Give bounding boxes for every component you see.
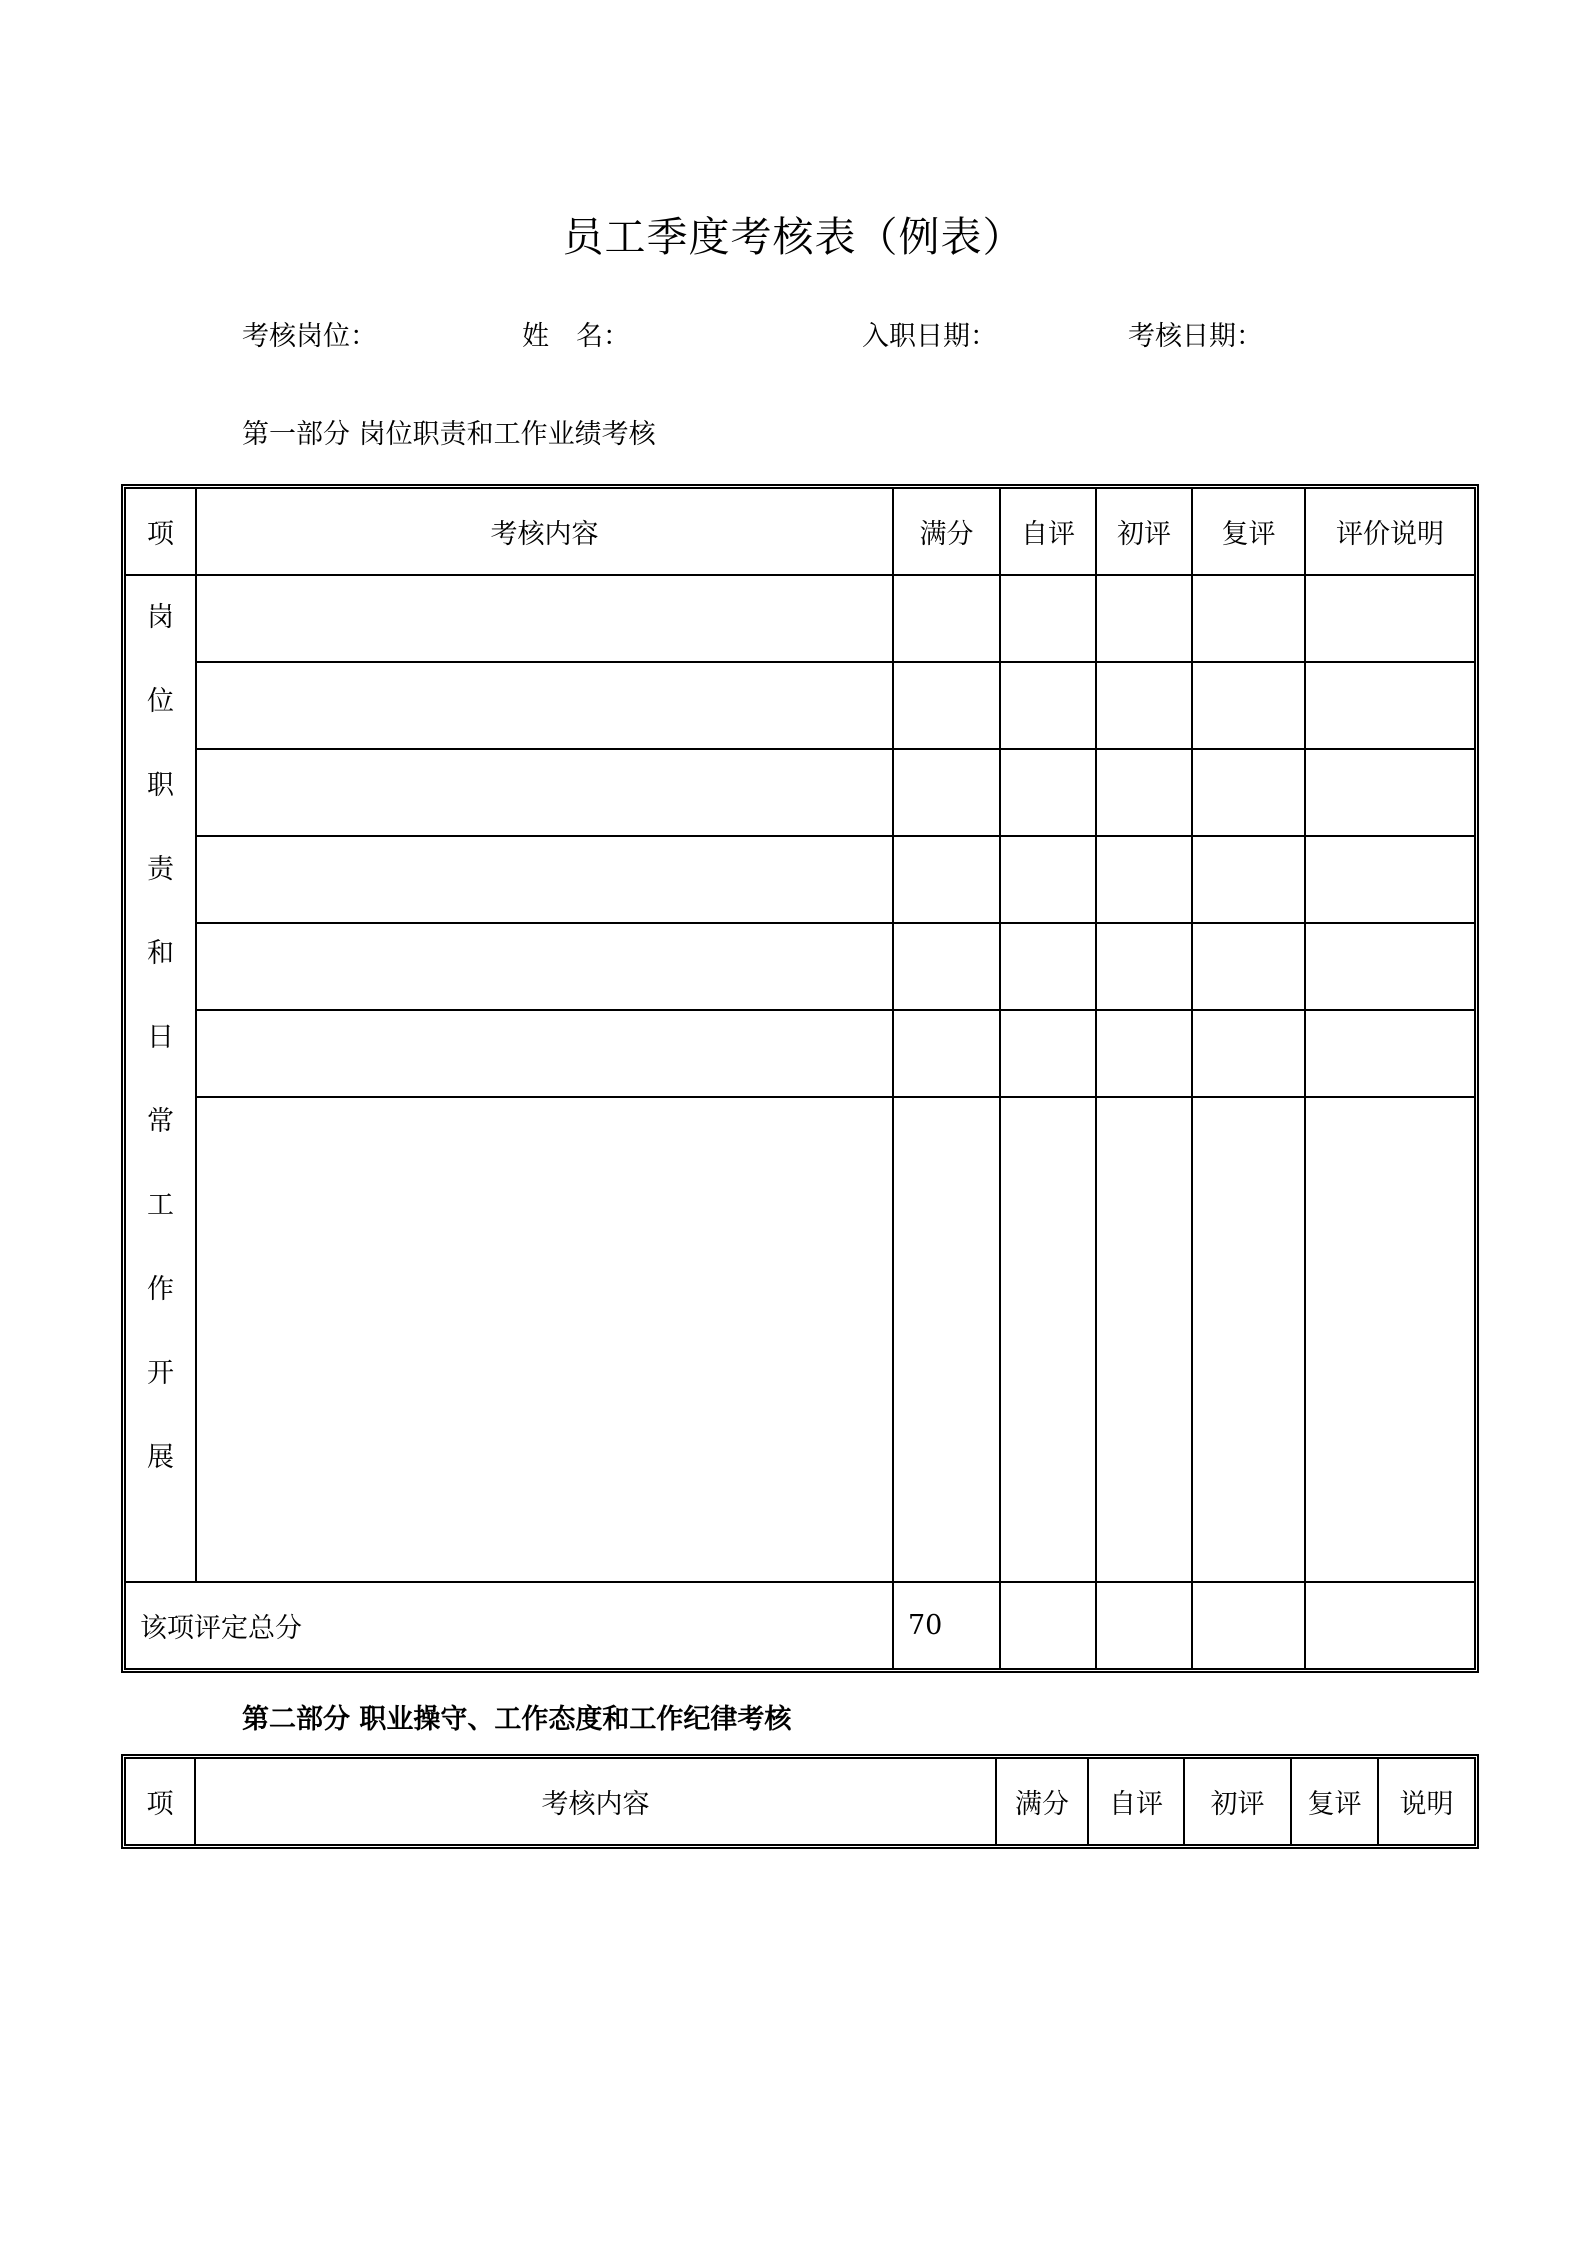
- remark-cell[interactable]: [1305, 749, 1475, 836]
- remark-cell[interactable]: [1305, 1097, 1475, 1582]
- first-review-cell[interactable]: [1096, 749, 1192, 836]
- table-row: [125, 1097, 1475, 1582]
- side-label-char: 展: [147, 1442, 174, 1473]
- second-review-cell[interactable]: [1192, 1010, 1305, 1097]
- total-score: 70: [893, 1582, 1000, 1669]
- table-row: [125, 575, 1475, 662]
- part1-total-row: [125, 1582, 1475, 1669]
- full-score-cell[interactable]: [893, 836, 1000, 923]
- header-self-review: 自评: [1088, 1758, 1184, 1845]
- remark-cell[interactable]: [1305, 575, 1475, 662]
- side-label-char: 日: [147, 1022, 174, 1053]
- field-review-date-label: 考核日期：: [1128, 321, 1263, 352]
- header-first-review: 初评: [1184, 1758, 1291, 1845]
- part2-header-row: [125, 1758, 1475, 1845]
- part2-heading: 第二部分 职业操守、工作态度和工作纪律考核: [242, 1704, 792, 1735]
- full-score-cell[interactable]: [893, 662, 1000, 749]
- header-full-score: 满分: [893, 488, 1000, 575]
- header-item: 项: [125, 1758, 195, 1845]
- part2-table: [124, 1757, 1476, 1846]
- side-label-char: 岗: [147, 602, 174, 633]
- self-review-cell[interactable]: [1000, 1097, 1096, 1582]
- first-review-cell[interactable]: [1096, 1097, 1192, 1582]
- remark-cell[interactable]: [1305, 923, 1475, 1010]
- field-position-label: 考核岗位：: [242, 321, 377, 352]
- part1-table: [124, 487, 1476, 1670]
- table-row: [125, 1010, 1475, 1097]
- side-label-char: 责: [147, 854, 174, 885]
- table-row: [125, 662, 1475, 749]
- header-first-review: 初评: [1096, 488, 1192, 575]
- full-score-cell[interactable]: [893, 575, 1000, 662]
- first-review-cell[interactable]: [1096, 923, 1192, 1010]
- header-second-review: 复评: [1192, 488, 1305, 575]
- self-review-cell[interactable]: [1000, 923, 1096, 1010]
- second-review-cell[interactable]: [1192, 836, 1305, 923]
- content-cell[interactable]: [196, 836, 893, 923]
- side-label-char: 开: [147, 1358, 174, 1389]
- content-cell[interactable]: [196, 923, 893, 1010]
- self-review-cell[interactable]: [1000, 836, 1096, 923]
- first-review-cell[interactable]: [1096, 662, 1192, 749]
- content-cell[interactable]: [196, 662, 893, 749]
- side-label-char: 工: [147, 1190, 174, 1221]
- header-content: 考核内容: [196, 488, 893, 575]
- full-score-cell[interactable]: [893, 1097, 1000, 1582]
- header-remark: 评价说明: [1305, 488, 1475, 575]
- full-score-cell[interactable]: [893, 749, 1000, 836]
- self-review-cell[interactable]: [1000, 575, 1096, 662]
- content-cell[interactable]: [196, 575, 893, 662]
- second-review-cell[interactable]: [1192, 662, 1305, 749]
- table-row: [125, 749, 1475, 836]
- side-label-char: 位: [147, 686, 174, 717]
- full-score-cell[interactable]: [893, 1010, 1000, 1097]
- remark-cell[interactable]: [1305, 836, 1475, 923]
- second-review-cell[interactable]: [1192, 575, 1305, 662]
- second-review-cell[interactable]: [1192, 1097, 1305, 1582]
- first-review-cell[interactable]: [1096, 575, 1192, 662]
- total-self-review-cell[interactable]: [1000, 1582, 1096, 1669]
- header-remark: 说明: [1378, 1758, 1475, 1845]
- second-review-cell[interactable]: [1192, 749, 1305, 836]
- side-label-char: 常: [147, 1106, 174, 1137]
- content-cell[interactable]: [196, 749, 893, 836]
- self-review-cell[interactable]: [1000, 662, 1096, 749]
- total-first-review-cell[interactable]: [1096, 1582, 1192, 1669]
- first-review-cell[interactable]: [1096, 836, 1192, 923]
- remark-cell[interactable]: [1305, 1010, 1475, 1097]
- side-label-cell: [125, 575, 196, 1582]
- total-second-review-cell[interactable]: [1192, 1582, 1305, 1669]
- table-row: [125, 836, 1475, 923]
- header-content: 考核内容: [195, 1758, 996, 1845]
- part1-heading: 第一部分 岗位职责和工作业绩考核: [242, 419, 656, 450]
- header-item: 项: [125, 488, 196, 575]
- content-cell-large[interactable]: [196, 1097, 893, 1582]
- side-label-char: 和: [147, 938, 174, 969]
- header-self-review: 自评: [1000, 488, 1096, 575]
- header-full-score: 满分: [996, 1758, 1088, 1845]
- self-review-cell[interactable]: [1000, 749, 1096, 836]
- side-label-char: 作: [147, 1274, 174, 1305]
- content-cell[interactable]: [196, 1010, 893, 1097]
- full-score-cell[interactable]: [893, 923, 1000, 1010]
- field-name-label: 姓 名：: [522, 321, 630, 352]
- self-review-cell[interactable]: [1000, 1010, 1096, 1097]
- side-label-char: 职: [147, 770, 174, 801]
- total-remark-cell[interactable]: [1305, 1582, 1475, 1669]
- field-entry-date-label: 入职日期：: [862, 321, 997, 352]
- first-review-cell[interactable]: [1096, 1010, 1192, 1097]
- total-label: 该项评定总分: [125, 1582, 893, 1669]
- second-review-cell[interactable]: [1192, 923, 1305, 1010]
- remark-cell[interactable]: [1305, 662, 1475, 749]
- table-row: [125, 923, 1475, 1010]
- document-title: 员工季度考核表（例表）: [562, 213, 1025, 261]
- header-second-review: 复评: [1291, 1758, 1378, 1845]
- part1-header-row: [125, 488, 1475, 575]
